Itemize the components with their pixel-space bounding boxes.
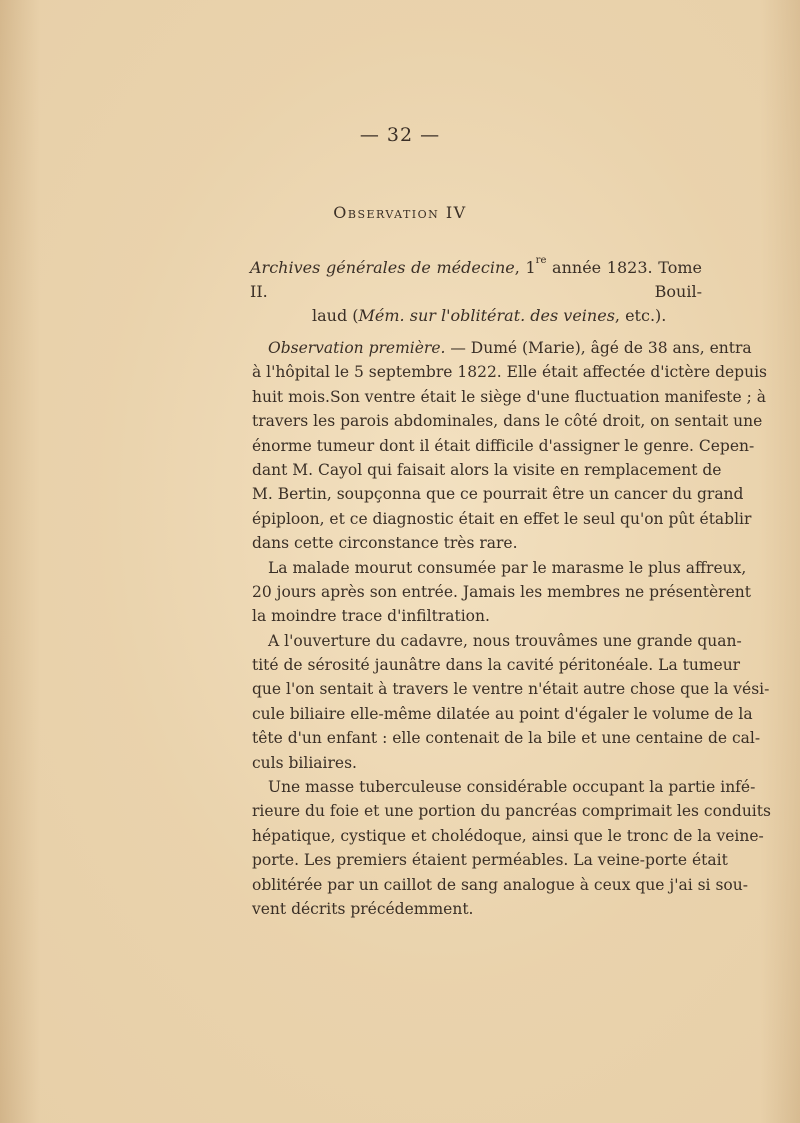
body-line: vent décrits précédemment. (252, 899, 474, 918)
body-line: M. Bertin, soupçonna que ce pourrait être un cancer du grand (252, 485, 744, 504)
observation-lead: Observation première. (268, 339, 446, 357)
reference-line-1: Archives générales de médecine, 1re année 1823. Tome II. Bouil- (250, 255, 702, 301)
reference-author: laud (312, 306, 348, 325)
body-line: épiploon, et ce diagnostic était en effet le seul qu'on pût établir (252, 509, 752, 528)
body-line: tête d'un enfant : elle contenait de la bile et une centaine de cal- (252, 729, 761, 748)
page-number: — 32 — (359, 124, 441, 146)
body-line: à l'hôpital le 5 septembre 1822. Elle était affectée d'ictère depuis (252, 363, 767, 382)
body-line: porte. Les premiers étaient perméables. La veine-porte était (252, 851, 728, 870)
body-line: tité de sérosité jaunâtre dans la cavité péritonéale. La tumeur (252, 656, 741, 675)
body-line: oblitérée par un caillot de sang analogue à ceux que j'ai si sou- (252, 875, 748, 894)
journal-title: Archives générales de médecine (250, 258, 515, 277)
line-text: — Dumé (Marie), âgé de 38 ans, entra (445, 339, 752, 357)
body-line: dant M. Cayol qui faisait alors la visite en remplacement de (252, 460, 722, 479)
memoir-title: Mém. sur l'oblitérat. des veines (358, 306, 615, 325)
reference-paren-open: ( (347, 306, 359, 325)
body-line (252, 336, 752, 360)
year-ordinal-superscript: re (535, 255, 547, 266)
body-line: travers les parois abdominales, dans le côté droit, on sentait une (252, 412, 763, 431)
body-line: énorme tumeur dont il était difficile d'assigner le genre. Cepen- (252, 436, 755, 455)
observation-body (252, 336, 771, 921)
body-line: La malade mourut consumée par le marasme le plus affreux, (268, 558, 747, 577)
reference-rest: année 1823. Tome II. Bouil- (250, 258, 702, 301)
body-line: culs biliaires. (252, 753, 357, 772)
paragraph-1 (252, 336, 767, 556)
reference-paren-close: , etc.). (614, 306, 667, 325)
body-line: huit mois.Son ventre était le siège d'une fluctuation manifeste ; à (252, 387, 766, 406)
observation-heading: Observation IV (333, 203, 467, 222)
body-line: Une masse tuberculeuse considérable occupant la partie infé- (268, 778, 756, 797)
body-line: A l'ouverture du cadavre, nous trouvâmes une grande quan- (268, 631, 742, 650)
paragraph-3 (252, 629, 770, 775)
body-line: dans cette circonstance très rare. (252, 534, 518, 553)
body-line: rieure du foie et une portion du pancréas comprimait les conduits (252, 802, 771, 821)
bibliographic-reference (250, 256, 702, 328)
year-ordinal: 1 (525, 258, 536, 277)
body-line: que l'on sentait à travers le ventre n'était autre chose que la vési- (252, 680, 770, 699)
body-line: cule biliaire elle-même dilatée au point d'égaler le volume de la (252, 704, 753, 723)
body-line: la moindre trace d'infiltration. (252, 607, 490, 626)
paragraph-4 (252, 775, 771, 921)
paragraph-2 (252, 556, 751, 629)
reference-line-2 (250, 304, 702, 328)
body-line: 20 jours après son entrée. Jamais les membres ne présentèrent (252, 582, 751, 601)
body-line: hépatique, cystique et cholédoque, ainsi que le tronc de la veine- (252, 826, 764, 845)
